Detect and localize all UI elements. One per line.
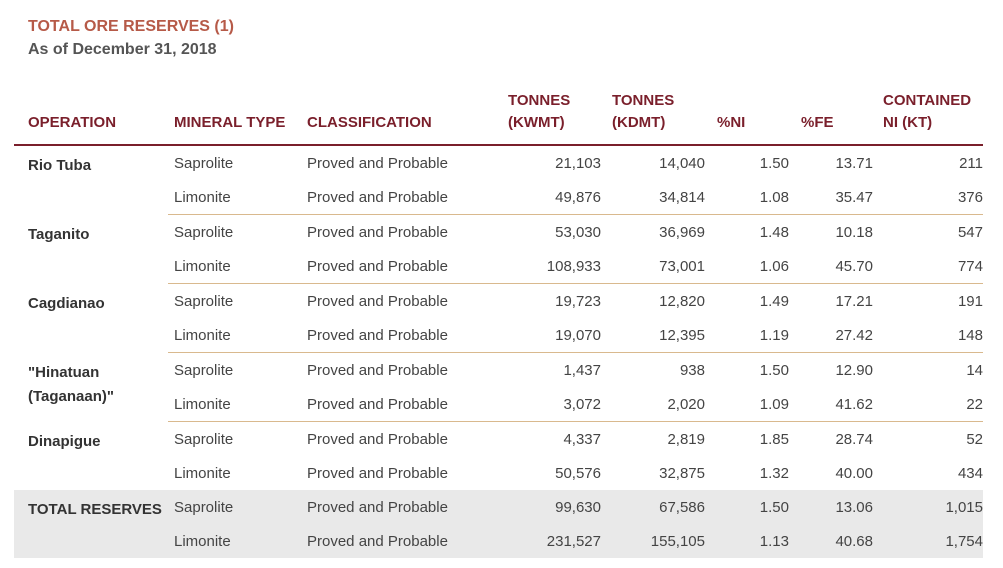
col-tonnes-kwmt	[497, 90, 601, 145]
table-row	[14, 353, 983, 388]
col-fe-percent: %FE	[801, 114, 834, 131]
report-title: TOTAL ORE RESERVES (1)	[28, 18, 234, 35]
mineral-type-cell: Saprolite	[168, 490, 301, 524]
fe-percent-cell: 13.71	[835, 154, 873, 172]
contained-ni-cell: 1,754	[873, 524, 983, 558]
tonnes-kwmt-cell: 4,337	[563, 430, 601, 448]
tonnes-kdmt-cell: 67,586	[601, 490, 705, 524]
tonnes-kwmt-cell: 99,630	[497, 490, 601, 524]
mineral-type-cell: Saprolite	[174, 292, 234, 310]
tonnes-kwmt-cell: 108,933	[497, 249, 601, 284]
classification-cell: Proved and Probable	[301, 490, 497, 524]
mineral-type-cell: Limonite	[174, 464, 231, 482]
tonnes-kdmt-cell: 2,819	[667, 430, 705, 448]
fe-percent-cell: 10.18	[835, 223, 873, 241]
tonnes-kdmt-cell: 32,875	[659, 464, 705, 482]
ni-percent-cell: 1.13	[705, 524, 789, 558]
ni-percent-cell: 1.50	[759, 361, 789, 379]
tonnes-kwmt-cell: 21,103	[555, 154, 601, 172]
fe-percent-cell: 40.00	[835, 464, 873, 482]
mineral-type-cell: Saprolite	[174, 154, 234, 172]
tonnes-kdmt-cell: 2,020	[601, 387, 705, 422]
fe-percent-cell: 13.06	[789, 490, 873, 524]
ni-percent-cell: 1.19	[705, 318, 789, 353]
col-tonnes-kdmt-line1: TONNES	[612, 92, 675, 109]
mineral-type-cell: Limonite	[168, 249, 301, 284]
tonnes-kwmt-cell: 19,723	[555, 292, 601, 310]
fe-percent-cell: 40.68	[789, 524, 873, 558]
mineral-type-cell: Limonite	[168, 387, 301, 422]
col-tonnes-kdmt-line2: (KDMT)	[612, 114, 666, 131]
fe-percent-cell: 27.42	[789, 318, 873, 353]
ni-percent-cell: 1.49	[759, 292, 789, 310]
col-mineral-type: MINERAL TYPE	[174, 114, 286, 131]
contained-ni-cell: 14	[966, 361, 983, 379]
ni-percent-cell: 1.32	[759, 464, 789, 482]
classification-cell: Proved and Probable	[307, 464, 448, 482]
col-contained-ni-line1: CONTAINED	[883, 92, 972, 109]
mineral-type-cell: Limonite	[168, 524, 301, 558]
contained-ni-cell: 376	[873, 180, 983, 215]
tonnes-kwmt-cell: 49,876	[497, 180, 601, 215]
mineral-type-cell: Saprolite	[174, 361, 234, 379]
classification-cell: Proved and Probable	[307, 430, 448, 448]
tonnes-kdmt-cell: 14,040	[659, 154, 705, 172]
operation-cell: Rio Tuba	[28, 157, 92, 174]
ni-percent-cell: 1.09	[705, 387, 789, 422]
tonnes-kdmt-cell: 12,395	[601, 318, 705, 353]
classification-cell: Proved and Probable	[301, 524, 497, 558]
operation-cell: Taganito	[28, 225, 90, 243]
table-row	[14, 422, 983, 457]
contained-ni-cell: 547	[957, 223, 983, 241]
contained-ni-cell: 774	[873, 249, 983, 284]
total-operation-cell: TOTAL RESERVES	[14, 490, 168, 558]
total-row	[14, 490, 983, 524]
tonnes-kdmt-cell: 73,001	[601, 249, 705, 284]
ore-reserves-table	[14, 90, 983, 558]
contained-ni-cell: 52	[966, 430, 983, 448]
classification-cell: Proved and Probable	[307, 223, 448, 241]
tonnes-kdmt-cell: 938	[679, 361, 705, 379]
mineral-type-cell: Limonite	[168, 318, 301, 353]
ni-percent-cell: 1.50	[705, 490, 789, 524]
classification-cell: Proved and Probable	[301, 387, 497, 422]
contained-ni-cell: 191	[957, 292, 983, 310]
col-contained-ni	[873, 90, 983, 145]
col-tonnes-kwmt-line1: TONNES	[508, 92, 571, 109]
col-ni-percent: %NI	[717, 114, 746, 131]
tonnes-kdmt-cell: 155,105	[601, 524, 705, 558]
fe-percent-cell: 12.90	[835, 361, 873, 379]
mineral-type-cell: Limonite	[168, 180, 301, 215]
col-operation: OPERATION	[28, 114, 117, 131]
fe-percent-cell: 45.70	[789, 249, 873, 284]
contained-ni-cell: 211	[959, 154, 983, 172]
tonnes-kwmt-cell: 50,576	[555, 464, 601, 482]
contained-ni-cell: 1,015	[873, 490, 983, 524]
classification-cell: Proved and Probable	[301, 249, 497, 284]
ni-percent-cell: 1.48	[759, 223, 789, 241]
contained-ni-cell: 434	[957, 464, 983, 482]
classification-cell: Proved and Probable	[307, 154, 448, 172]
contained-ni-cell: 22	[873, 387, 983, 422]
report-date: As of December 31, 2018	[28, 41, 217, 58]
operation-cell: "Hinatuan (Taganaan)"	[28, 363, 115, 405]
fe-percent-cell: 41.62	[789, 387, 873, 422]
table-row	[14, 145, 983, 180]
classification-cell: Proved and Probable	[307, 361, 448, 379]
ni-percent-cell: 1.06	[705, 249, 789, 284]
ni-percent-cell: 1.50	[759, 154, 789, 172]
classification-cell: Proved and Probable	[307, 292, 448, 310]
tonnes-kwmt-cell: 19,070	[497, 318, 601, 353]
ni-percent-cell: 1.08	[705, 180, 789, 215]
fe-percent-cell: 28.74	[835, 430, 873, 448]
contained-ni-cell: 148	[873, 318, 983, 353]
col-tonnes-kdmt	[601, 90, 705, 145]
tonnes-kwmt-cell: 1,437	[563, 361, 601, 379]
col-tonnes-kwmt-line2: (KWMT)	[508, 114, 565, 131]
classification-cell: Proved and Probable	[301, 318, 497, 353]
tonnes-kwmt-cell: 53,030	[555, 223, 601, 241]
ni-percent-cell: 1.85	[759, 430, 789, 448]
tonnes-kdmt-cell: 34,814	[601, 180, 705, 215]
col-classification: CLASSIFICATION	[307, 114, 432, 131]
col-contained-ni-line2: NI (KT)	[883, 114, 933, 131]
operation-cell: Dinapigue	[28, 432, 101, 450]
header-row	[14, 90, 983, 145]
mineral-type-cell: Saprolite	[174, 430, 234, 448]
tonnes-kwmt-cell: 231,527	[497, 524, 601, 558]
fe-percent-cell: 17.21	[835, 292, 873, 310]
table-row	[14, 215, 983, 250]
tonnes-kwmt-cell: 3,072	[497, 387, 601, 422]
mineral-type-cell: Saprolite	[174, 223, 234, 241]
classification-cell: Proved and Probable	[301, 180, 497, 215]
tonnes-kdmt-cell: 12,820	[659, 292, 705, 310]
table-row	[14, 284, 983, 319]
tonnes-kdmt-cell: 36,969	[659, 223, 705, 241]
fe-percent-cell: 35.47	[789, 180, 873, 215]
operation-cell: Cagdianao	[28, 294, 105, 312]
